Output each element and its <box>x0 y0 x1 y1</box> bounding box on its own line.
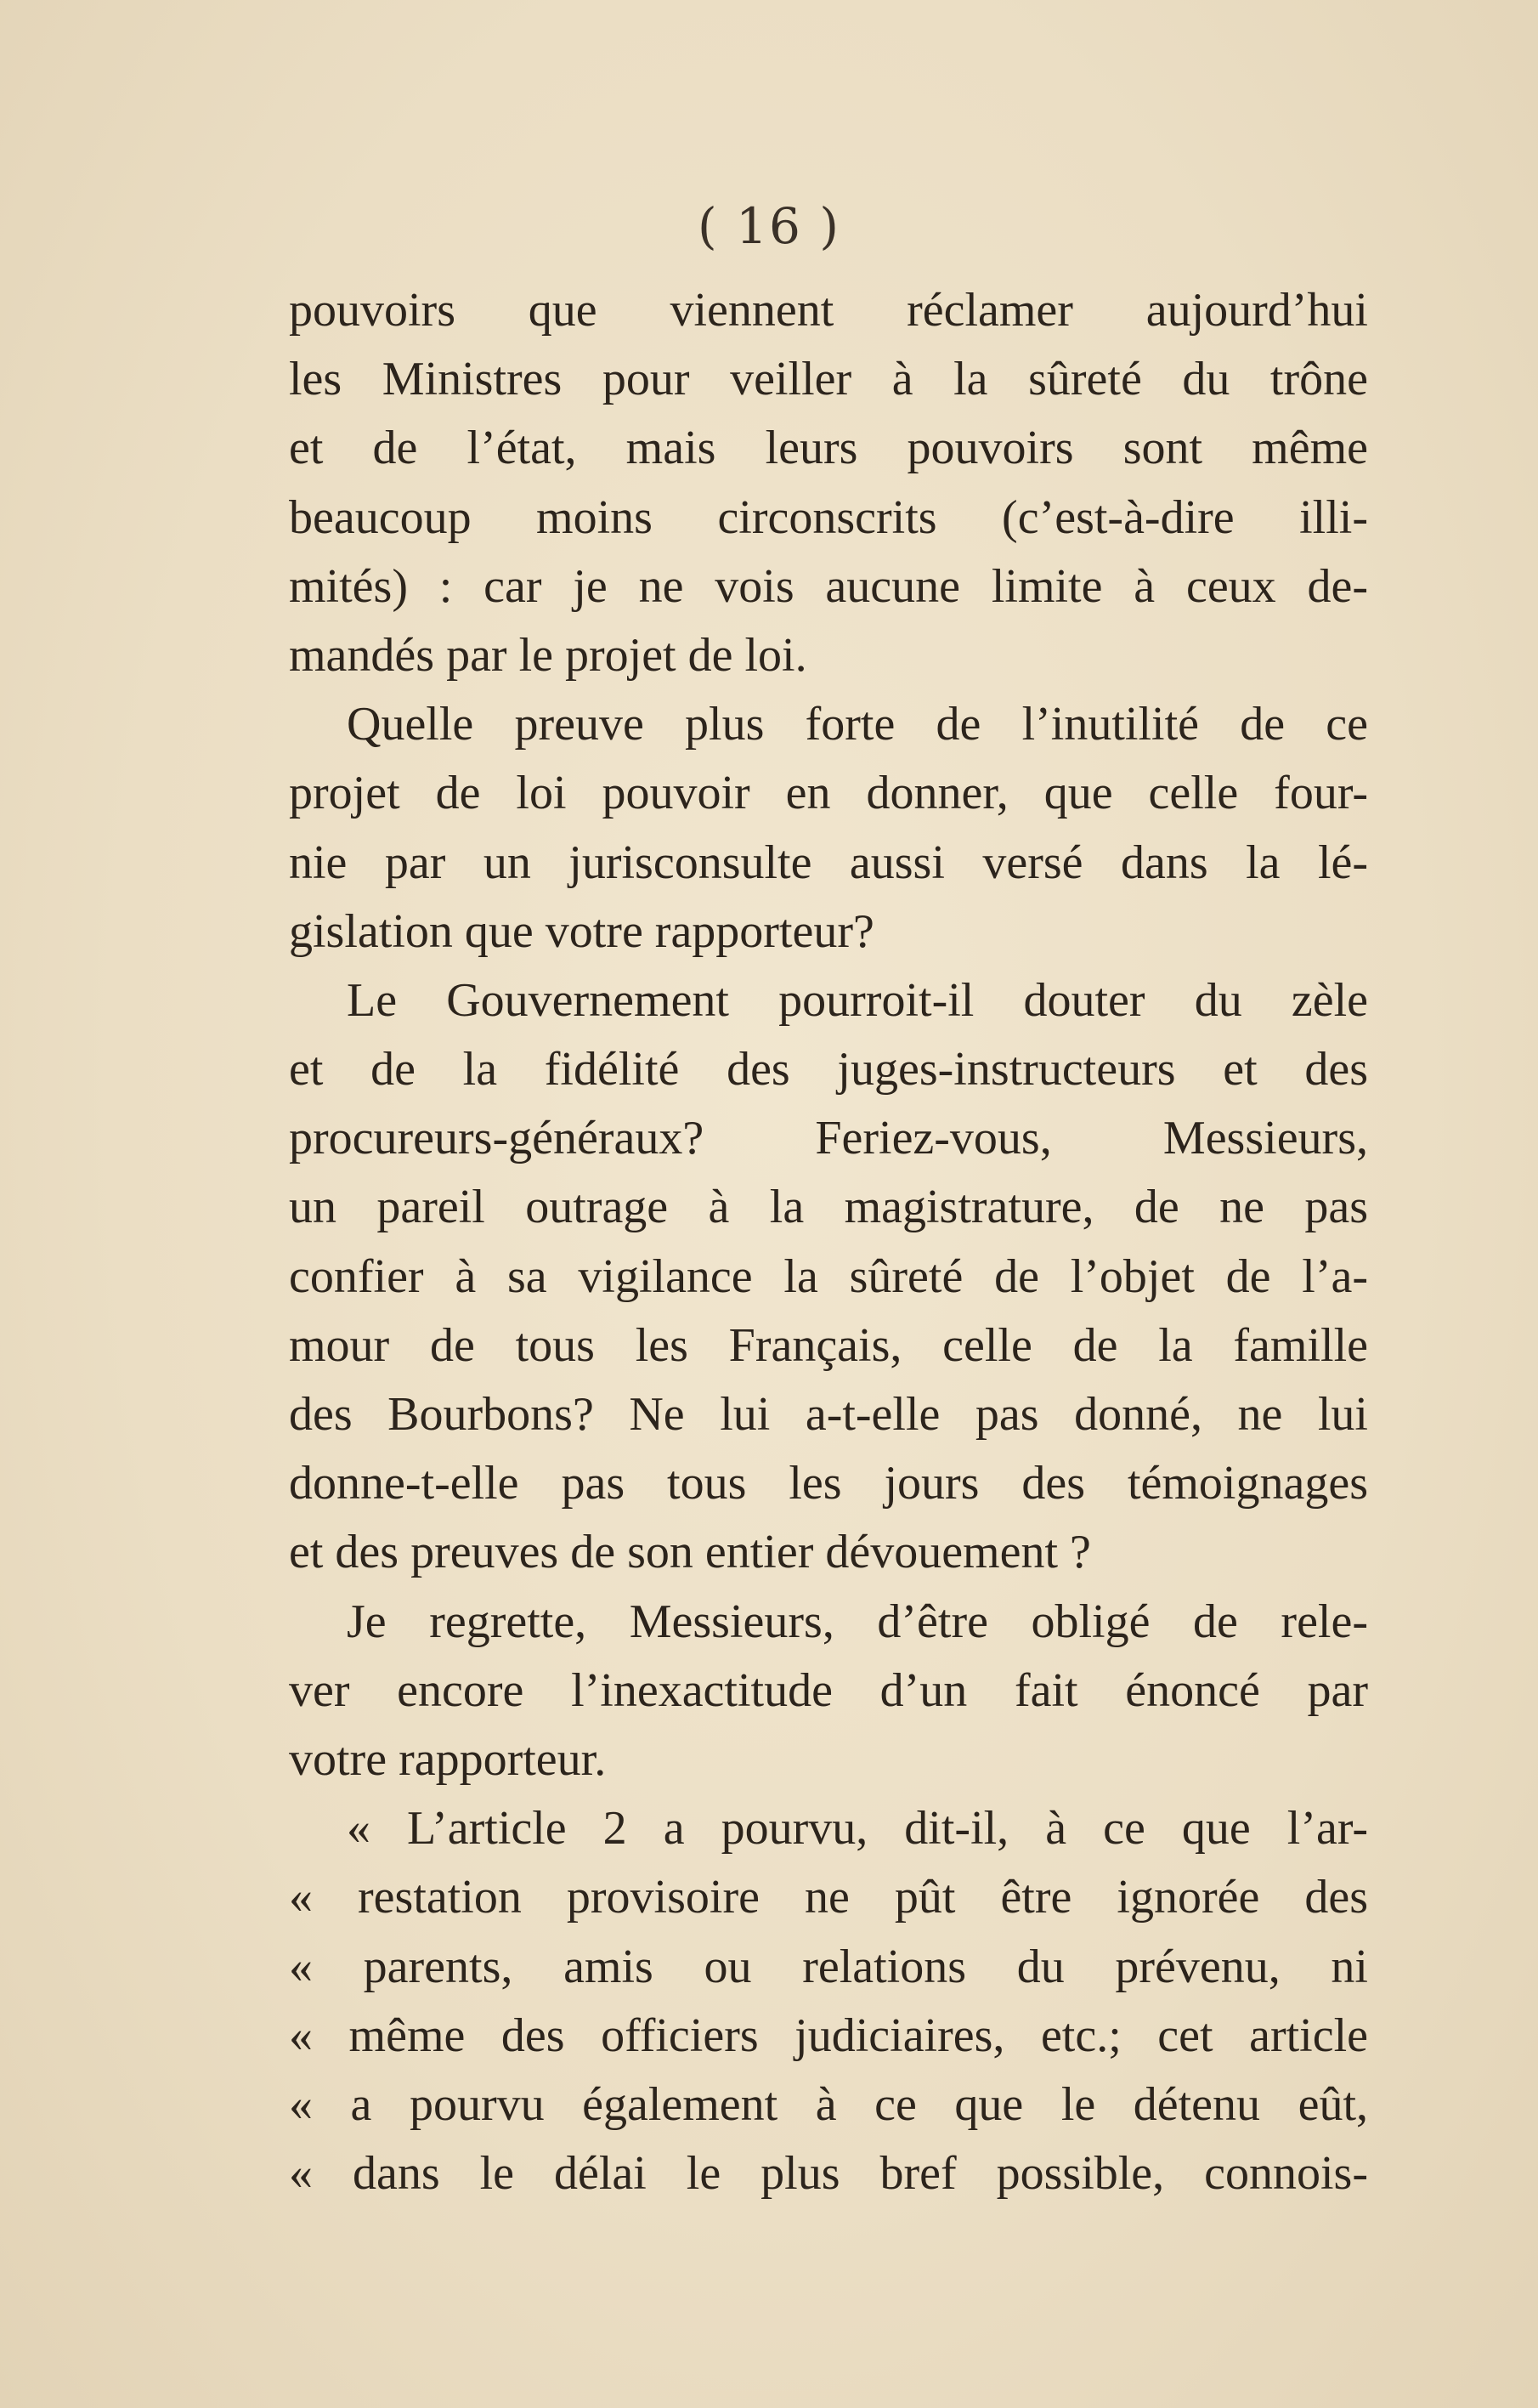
quote-line: « L’article 2 a pourvu, dit-il, à ce que l’ar- <box>347 1802 1368 1856</box>
text-line: gislation que votre rapporteur? <box>289 904 874 958</box>
text-line: nie par un jurisconsulte aussi versé dans la lé- <box>289 836 1368 889</box>
text-line: mour de tous les Français, celle de la famille <box>289 1318 1368 1372</box>
text-line: votre rapporteur. <box>289 1732 607 1786</box>
quote-line: « même des officiers judiciaires, etc.; cet article <box>289 2009 1368 2062</box>
page-number: ( 16 ) <box>698 197 840 255</box>
body-text <box>289 276 1368 2208</box>
quote-line: « a pourvu également à ce que le détenu eût, <box>289 2077 1368 2131</box>
text-line: des Bourbons? Ne lui a-t-elle pas donné, ne lui <box>289 1388 1368 1441</box>
text-line: beaucoup moins circonscrits (c’est-à-dire illi- <box>289 490 1368 544</box>
text-line: ver encore l’inexactitude d’un fait énoncé par <box>289 1663 1368 1717</box>
text-line: pouvoirs que viennent réclamer aujourd’hui <box>289 284 1368 337</box>
text-line: Le Gouvernement pourroit-il douter du zèle <box>347 973 1368 1027</box>
text-line: un pareil outrage à la magistrature, de ne pas <box>289 1181 1368 1234</box>
text-line: procureurs-généraux? Feriez-vous, Messieurs, <box>289 1112 1368 1165</box>
text-line: et des preuves de son entier dévouement ? <box>289 1526 1091 1579</box>
quote-line: « parents, amis ou relations du prévenu, ni <box>289 1940 1368 1993</box>
text-line: donne-t-elle pas tous les jours des témoignages <box>289 1457 1368 1510</box>
text-line: les Ministres pour veiller à la sûreté du trône <box>289 353 1368 406</box>
text-line: Je regrette, Messieurs, d’être obligé de rele- <box>347 1595 1368 1648</box>
text-line: projet de loi pouvoir en donner, que celle four- <box>289 767 1368 820</box>
text-line: et de l’état, mais leurs pouvoirs sont même <box>289 422 1368 475</box>
text-line: confier à sa vigilance la sûreté de l’objet de l’a- <box>289 1249 1368 1303</box>
text-line: et de la fidélité des juges-instructeurs et des <box>289 1043 1368 1096</box>
quote-line: « restation provisoire ne pût être ignorée des <box>289 1871 1368 1924</box>
quote-line: « dans le délai le plus bref possible, connois- <box>289 2147 1368 2201</box>
text-line: Quelle preuve plus forte de l’inutilité de ce <box>347 698 1368 751</box>
text-line: mandés par le projet de loi. <box>289 628 807 682</box>
text-line: mités) : car je ne vois aucune limite à ceux de- <box>289 559 1368 613</box>
